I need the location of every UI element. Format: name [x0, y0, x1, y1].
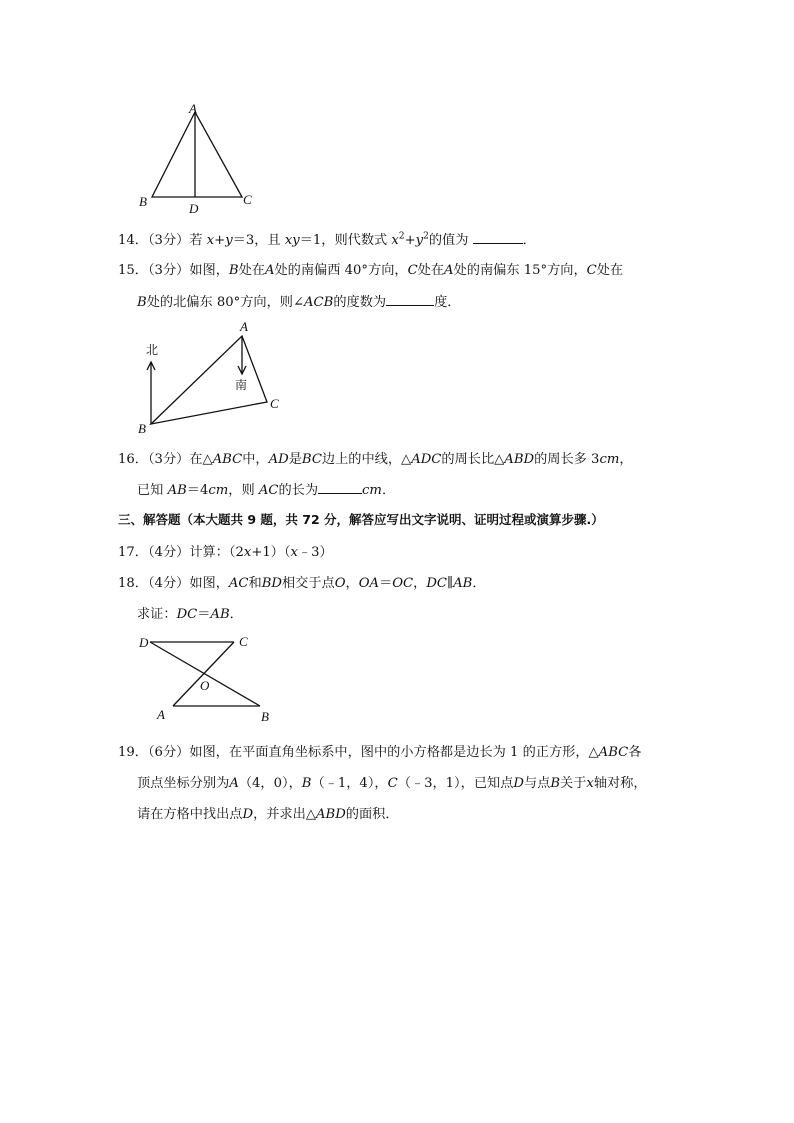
q19-var: ABC — [598, 745, 629, 760]
q19-var: A — [229, 776, 239, 791]
triangle-abc-15 — [151, 336, 267, 424]
q18-text: ∥ — [447, 576, 454, 591]
q14-exponent: 2 — [423, 231, 429, 242]
segment-db — [150, 642, 260, 706]
q19-text: 顶点坐标分别为 — [137, 776, 230, 791]
q18-var: AB — [210, 607, 230, 622]
q15-var: ACB — [304, 295, 334, 310]
question-19-line-3 — [137, 803, 399, 822]
q15-var: A — [444, 263, 454, 278]
q19-text: （﹣1，4）， — [311, 776, 388, 791]
q18-var: DC — [176, 607, 198, 622]
section-heading: 三、解答题（本大题共 9 题，共 72 分，解答应写出文字说明、证明过程或演算步骤.） — [118, 512, 604, 527]
q14-text: ＝3，且 — [232, 233, 285, 248]
q19-var: D — [242, 807, 254, 822]
q15-var: B — [228, 263, 239, 278]
q18-var: AC — [228, 576, 249, 591]
q19-text: 与点 — [523, 776, 551, 791]
q16-var: BC — [301, 452, 322, 467]
q18-text: 和 — [248, 576, 262, 591]
q14-op: + — [214, 233, 226, 248]
label-south: 南 — [235, 378, 248, 392]
q16-text: 中， — [242, 452, 269, 467]
q14-var: x — [391, 233, 399, 248]
q19-text: ，并求出△ — [253, 807, 316, 822]
q14-text: ＝1，则代数式 — [299, 233, 392, 248]
q18-var: DC — [426, 576, 448, 591]
q19-text: 各 — [628, 745, 642, 760]
q14-var: xy — [284, 233, 300, 248]
q15-var: C — [407, 263, 418, 278]
q16-var: ADC — [411, 452, 442, 467]
q14-var: y — [415, 233, 424, 248]
question-18 — [118, 572, 486, 591]
q16-var: AC — [258, 483, 279, 498]
q16-text: 16．（3分）在△ — [118, 452, 213, 467]
q16-text: ，则 — [228, 483, 259, 498]
q19-var: D — [513, 776, 524, 791]
question-19-line-2 — [137, 772, 647, 791]
label-a: A — [189, 101, 197, 116]
q15-text: 处的南偏东 15°方向， — [453, 263, 587, 278]
triangle-figure-q13 — [130, 100, 260, 220]
q15-text: 处在 — [238, 263, 265, 278]
q15-var: C — [586, 263, 597, 278]
q14-var: x — [206, 233, 215, 248]
question-16-line-2 — [137, 479, 395, 498]
q14-text: ． — [522, 233, 536, 248]
q16-text: 的周长比△ — [441, 452, 505, 467]
q19-text: （4，0）， — [238, 776, 302, 791]
question-18-prove — [137, 603, 243, 622]
label-a: A — [157, 707, 165, 722]
label-b: B — [138, 421, 146, 436]
q19-text: 的面积． — [345, 807, 399, 822]
q16-var: AD — [268, 452, 289, 467]
q16-text: 边上的中线，△ — [321, 452, 412, 467]
q14-text: 的值为 — [428, 233, 473, 248]
q19-text: 关于 — [560, 776, 587, 791]
q18-var: OC — [392, 576, 414, 591]
q16-text: 已知 — [137, 483, 168, 498]
crossed-lines-figure-q18 — [130, 630, 290, 730]
q19-var: x — [586, 776, 594, 791]
q16-var: ABD — [504, 452, 535, 467]
label-c: C — [243, 192, 252, 207]
q15-var: A — [264, 263, 275, 278]
q18-text: ． — [472, 576, 486, 591]
q19-text: （﹣3，1），已知点 — [397, 776, 514, 791]
q14-op: + — [404, 233, 416, 248]
q16-unit: cm — [362, 483, 382, 498]
q19-text: 19．（6分）如图，在平面直角坐标系中，图中的小方格都是边长为 1 的正方形，△ — [118, 745, 599, 760]
label-north: 北 — [146, 343, 159, 357]
q15-var: B — [137, 295, 147, 310]
q16-unit: cm — [208, 483, 229, 498]
triangle-abc — [152, 112, 242, 197]
q18-var: BD — [261, 576, 282, 591]
q15-text: 处在 — [417, 263, 445, 278]
q19-var: C — [387, 776, 398, 791]
question-17 — [118, 541, 333, 560]
q16-text: ． — [381, 483, 396, 498]
label-o: O — [200, 678, 210, 693]
q17-var: x — [290, 545, 298, 560]
q18-text: 18．（4分）如图， — [118, 576, 229, 591]
q19-var: B — [550, 776, 561, 791]
q18-text: ＝ — [197, 607, 211, 622]
question-19-line-1 — [118, 741, 641, 760]
q16-var: ABC — [212, 452, 243, 467]
q18-text: ， — [413, 576, 427, 591]
q18-text: ． — [229, 607, 243, 622]
q14-text: 14．（3分）若 — [118, 233, 207, 248]
q16-text: ， — [619, 452, 633, 467]
q16-text: 的周长多 3 — [534, 452, 600, 467]
segment-ca — [173, 642, 234, 706]
q18-text: 相交于点 — [281, 576, 335, 591]
q15-text: 的度数为 — [333, 295, 387, 310]
label-c: C — [270, 396, 279, 411]
q18-var: O — [334, 576, 346, 591]
label-a: A — [240, 319, 248, 334]
q19-var: B — [301, 776, 312, 791]
label-b: B — [139, 194, 147, 209]
q15-text: 处在 — [596, 263, 624, 278]
q15-text: 度． — [434, 295, 461, 310]
q16-unit: cm — [599, 452, 620, 467]
q18-text: ＝ — [379, 576, 393, 591]
q17-var: x — [243, 545, 252, 560]
q19-text: 请在方格中找出点 — [137, 807, 243, 822]
label-c: C — [239, 634, 248, 649]
q18-var: AB — [453, 576, 473, 591]
q16-text: 是 — [288, 452, 302, 467]
q18-text: ， — [345, 576, 359, 591]
q18-text: 求证： — [137, 607, 177, 622]
question-15-line-2 — [137, 291, 460, 310]
q15-text: 15．（3分）如图， — [118, 263, 229, 278]
q18-var: OA — [358, 576, 380, 591]
q14-exponent: 2 — [398, 231, 405, 242]
label-d: D — [189, 201, 199, 216]
question-15-line-1 — [118, 259, 623, 278]
q19-var: ABD — [315, 807, 346, 822]
q19-text: 轴对称， — [593, 776, 647, 791]
q15-text: 处的北偏东 80°方向，则∠ — [146, 295, 305, 310]
q15-text: 处的南偏西 40°方向， — [274, 263, 408, 278]
answer-blank[interactable] — [386, 293, 434, 306]
question-14 — [118, 229, 536, 248]
label-d: D — [139, 635, 149, 650]
label-b: B — [261, 709, 269, 724]
q16-text: 的长为 — [278, 483, 319, 498]
answer-blank[interactable] — [473, 231, 523, 244]
q16-var: AB — [167, 483, 187, 498]
q16-text: ＝4 — [186, 483, 209, 498]
q17-text: ﹣3） — [297, 545, 333, 560]
direction-figure-q15 — [130, 318, 290, 438]
q17-text: +1）（ — [251, 545, 291, 560]
q14-var: y — [225, 233, 233, 248]
q17-text: 17．（4分）计算：（2 — [118, 545, 244, 560]
answer-blank[interactable] — [318, 481, 362, 494]
question-16-line-1 — [118, 448, 633, 467]
